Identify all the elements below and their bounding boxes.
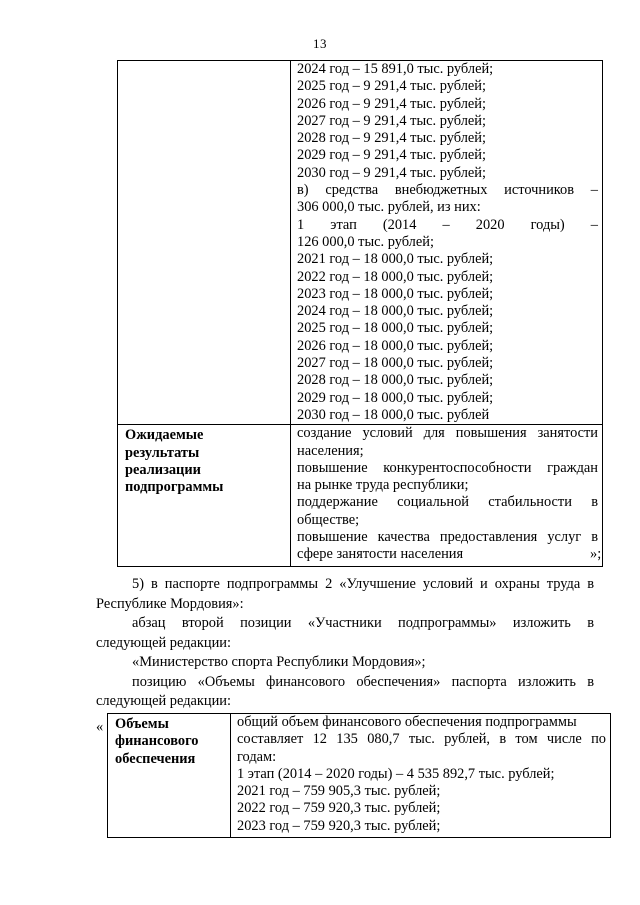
stage1-line: 126 000,0 тыс. рублей; xyxy=(297,233,434,250)
funding-value-cell xyxy=(291,61,603,425)
funding-row xyxy=(118,61,603,425)
results-label-line: результаты xyxy=(125,444,200,461)
results-line: повышение конкурентоспособности граждан xyxy=(297,459,598,476)
year-line: 2023 год – 18 000,0 тыс. рублей; xyxy=(297,285,494,302)
financing-line: 2023 год – 759 920,3 тыс. рублей; xyxy=(237,817,441,834)
funding-line: 2029 год – 9 291,4 тыс. рублей; xyxy=(297,147,486,164)
amendment-paragraph-5 xyxy=(96,575,594,712)
results-value-cell xyxy=(291,425,603,566)
year-line: 2030 год – 18 000,0 тыс. рублей xyxy=(297,406,490,423)
funding-line: 2030 год – 9 291,4 тыс. рублей; xyxy=(297,164,486,181)
results-label-line: подпрограммы xyxy=(125,479,224,496)
financing-label-line: финансового xyxy=(115,733,199,750)
year-line: 2028 год – 18 000,0 тыс. рублей; xyxy=(297,372,494,389)
opening-quote-mark: « xyxy=(96,719,104,735)
results-line: создание условий для повышения занятости xyxy=(297,425,598,442)
financing-row xyxy=(108,714,611,838)
funding-line: 2025 год – 9 291,4 тыс. рублей; xyxy=(297,78,486,95)
paragraph-line: позицию «Объемы финансового обеспечения» паспорта изложить в xyxy=(132,673,594,690)
financing-line: составляет 12 135 080,7 тыс. рублей, в том числе по xyxy=(237,731,606,748)
paragraph-line: Республике Мордовия»: xyxy=(96,595,244,612)
year-line: 2029 год – 18 000,0 тыс. рублей; xyxy=(297,389,494,406)
funding-label-cell xyxy=(118,61,291,425)
financing-line: годам: xyxy=(237,748,277,765)
results-label-line: Ожидаемые xyxy=(125,427,204,444)
paragraph-line: абзац второй позиции «Участники подпрограммы» изложить в xyxy=(132,615,594,631)
stage1-line: 1 этап (2014 – 2020 годы) – xyxy=(297,216,598,233)
funding-line: 2024 год – 15 891,0 тыс. рублей; xyxy=(297,61,494,77)
funding-line: 2028 год – 9 291,4 тыс. рублей; xyxy=(297,130,486,147)
paragraph-line: следующей редакции: xyxy=(96,693,231,709)
year-line: 2021 год – 18 000,0 тыс. рублей; xyxy=(297,251,494,268)
paragraph-line: «Министерство спорта Республики Мордовия»; xyxy=(132,654,426,670)
extrabudget-line: 306 000,0 тыс. рублей, из них: xyxy=(297,199,481,216)
closing-quote-mark: »; xyxy=(590,546,602,562)
year-line: 2026 год – 18 000,0 тыс. рублей; xyxy=(297,337,494,354)
funding-line: 2026 год – 9 291,4 тыс. рублей; xyxy=(297,95,486,112)
results-row xyxy=(118,425,603,566)
results-line: населения; xyxy=(297,442,364,459)
year-line: 2024 год – 18 000,0 тыс. рублей; xyxy=(297,303,494,320)
year-line: 2025 год – 18 000,0 тыс. рублей; xyxy=(297,320,494,337)
financing-line: общий объем финансового обеспечения подпрограммы xyxy=(237,714,577,730)
extrabudget-line: в) средства внебюджетных источников – xyxy=(297,182,598,199)
year-line: 2027 год – 18 000,0 тыс. рублей; xyxy=(297,355,494,372)
paragraph-line: следующей редакции: xyxy=(96,634,231,651)
financing-line: 2022 год – 759 920,3 тыс. рублей; xyxy=(237,800,441,817)
page-number: 13 xyxy=(313,36,327,51)
passport-table-financing xyxy=(107,713,611,838)
paragraph-line: 5) в паспорте подпрограммы 2 «Улучшение условий и охраны труда в xyxy=(132,576,594,592)
results-line: сфере занятости населения xyxy=(297,546,464,563)
financing-label-cell xyxy=(108,714,231,838)
financing-label-line: обеспечения xyxy=(115,750,196,767)
financing-line: 1 этап (2014 – 2020 годы) – 4 535 892,7 тыс. рублей; xyxy=(237,765,555,782)
results-line: поддержание социальной стабильности в xyxy=(297,494,598,511)
results-line: повышение качества предоставления услуг в xyxy=(297,529,598,546)
financing-value-cell xyxy=(231,714,611,838)
year-line: 2022 год – 18 000,0 тыс. рублей; xyxy=(297,268,494,285)
results-label-cell xyxy=(118,425,291,566)
passport-table-continued xyxy=(117,60,603,567)
financing-line: 2021 год – 759 905,3 тыс. рублей; xyxy=(237,783,441,800)
results-label-line: реализации xyxy=(125,461,201,478)
financing-label-line: Объемы xyxy=(115,716,169,732)
results-line: обществе; xyxy=(297,511,360,528)
results-line: на рынке труда республики; xyxy=(297,477,469,494)
funding-line: 2027 год – 9 291,4 тыс. рублей; xyxy=(297,112,486,129)
